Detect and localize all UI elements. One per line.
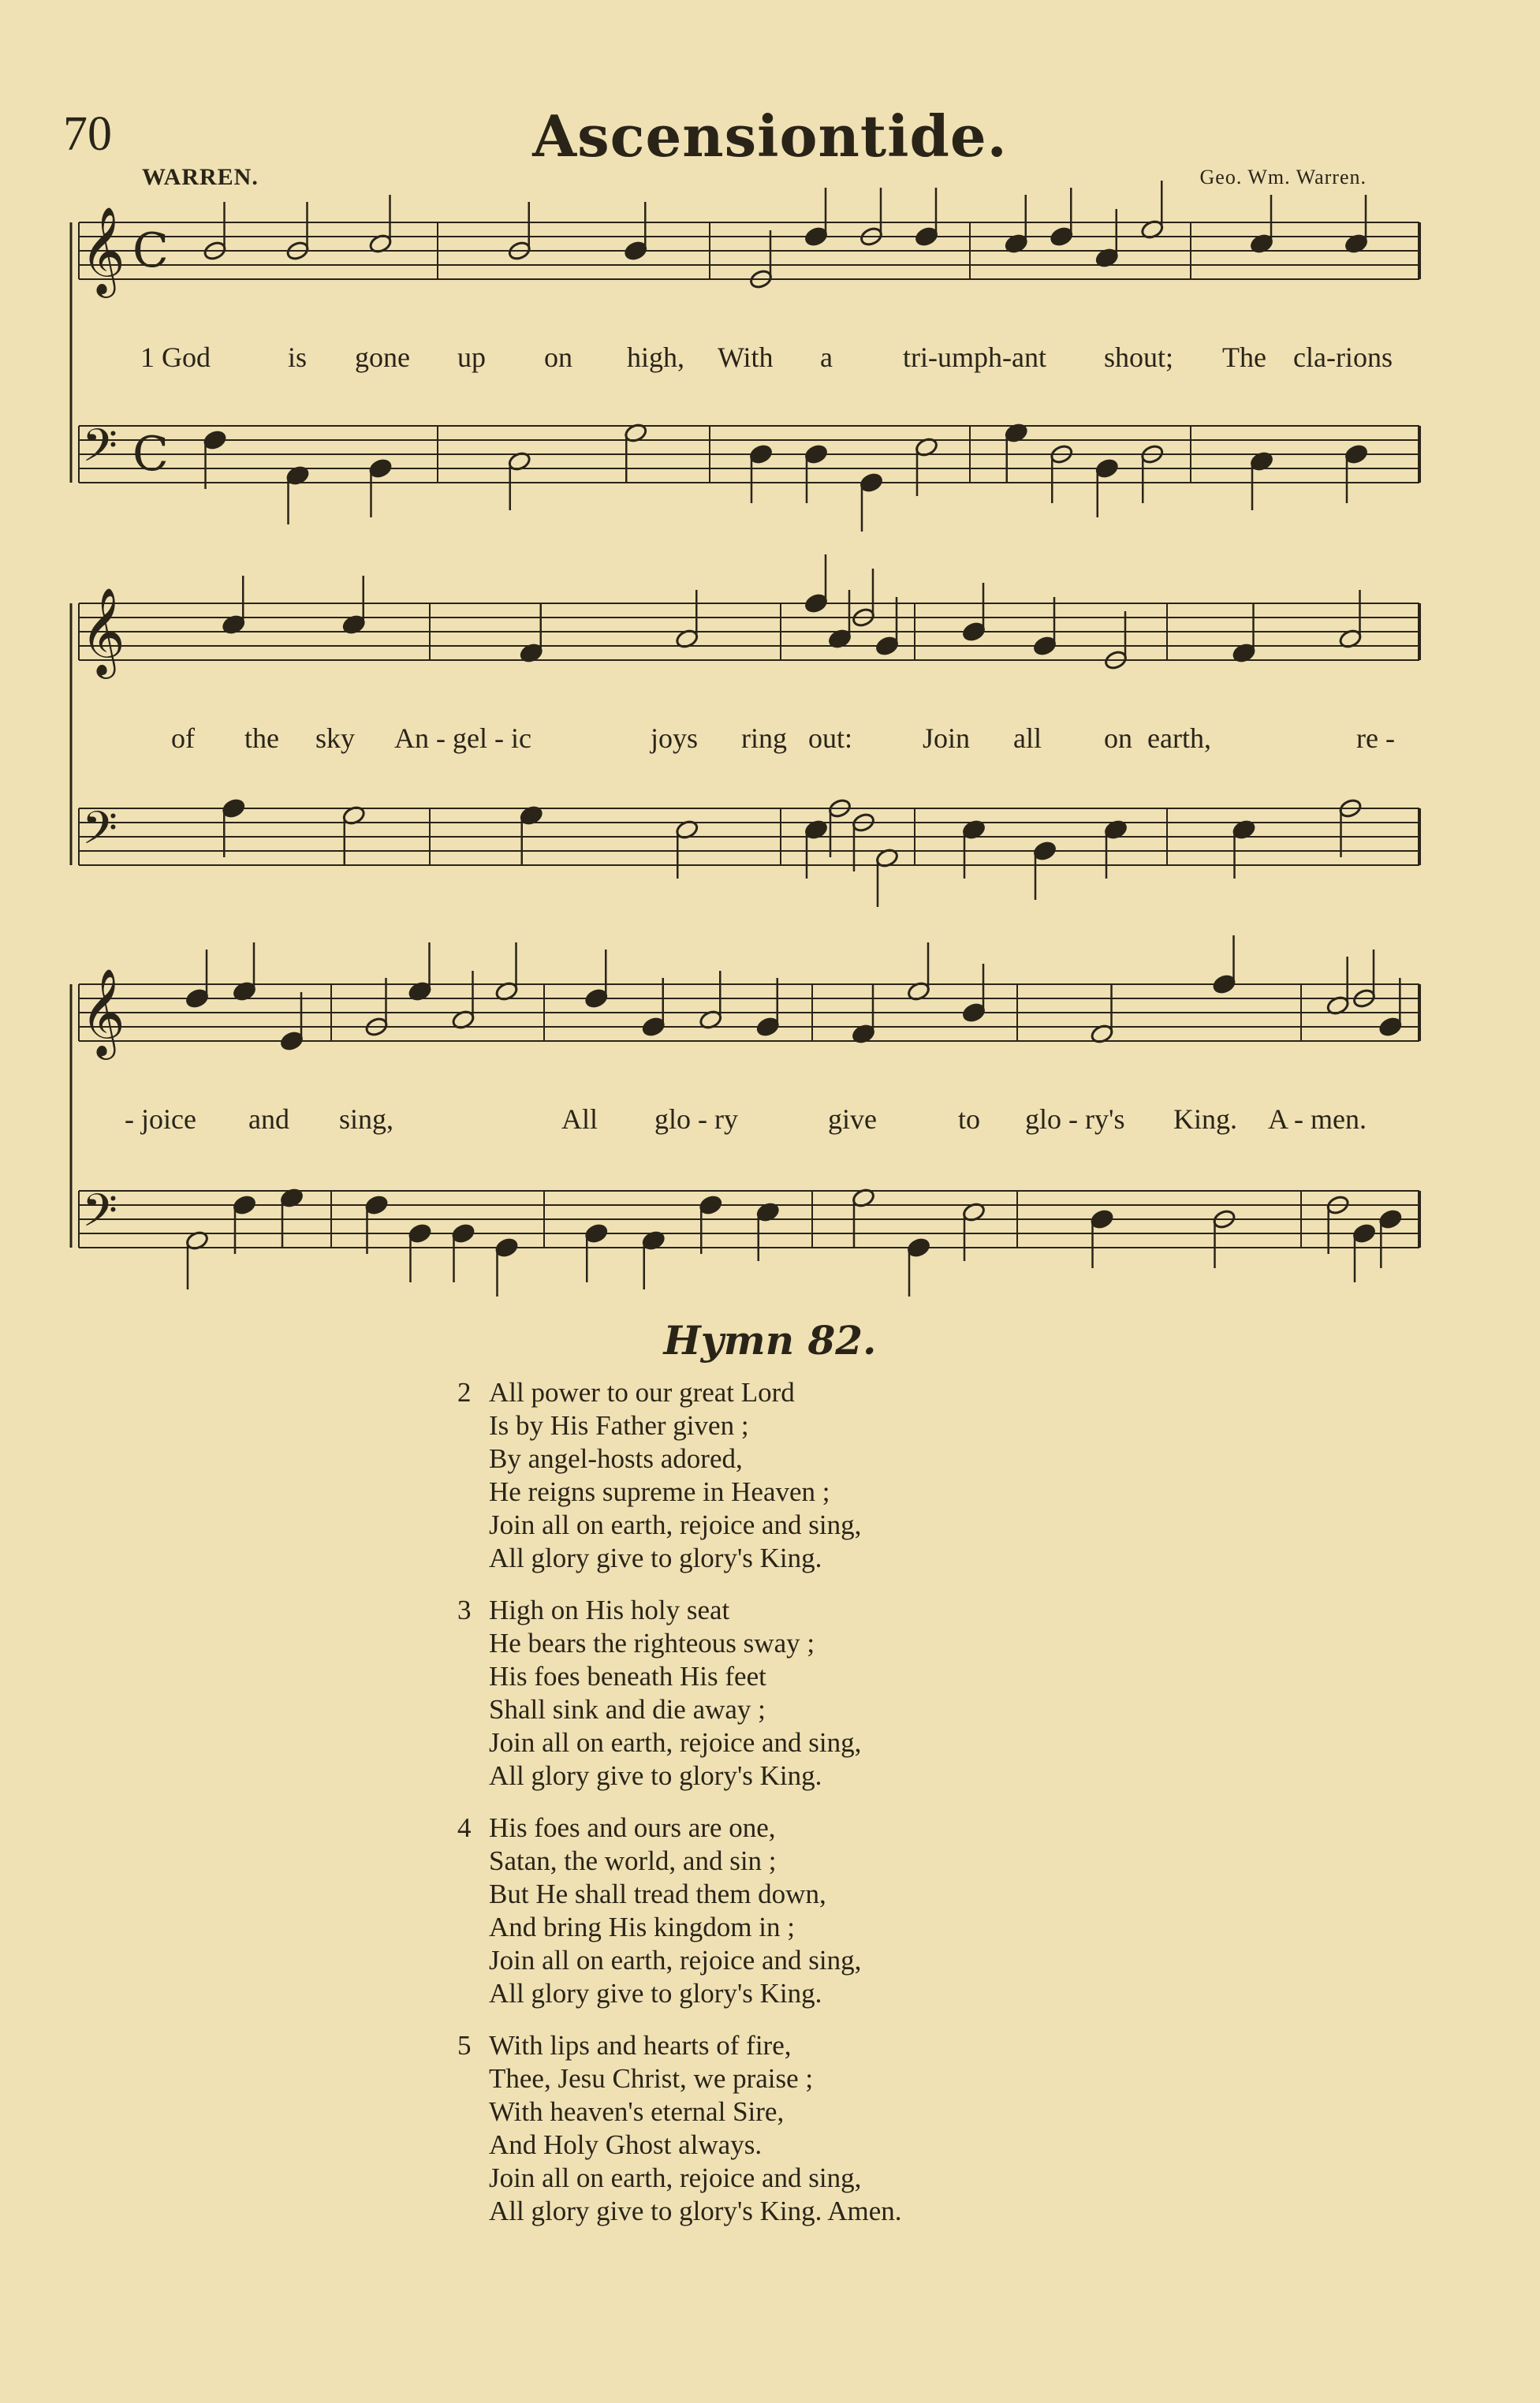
verse-text: All glory give to glory's King. [489,1978,822,2009]
verse-text: All glory give to glory's King. Amen. [489,2196,902,2226]
verse-line [457,1977,1404,2010]
verse-text: He bears the righteous sway ; [489,1628,815,1659]
verse-line [457,2129,1404,2162]
verse-line [457,1509,1404,1542]
verse-text: Shall sink and die away ; [489,1694,766,1725]
lyric-syllable: to [958,1103,981,1135]
bass-clef-icon: 𝄢 [82,419,118,483]
hymn-heading: Hymn 82. [663,1317,877,1364]
verse-text: Join all on earth, rejoice and sing, [489,2162,862,2193]
verse-5 [457,2029,1404,2228]
verse-2 [457,1376,1404,1575]
verse-line [457,2162,1404,2195]
composer-name: Geo. Wm. Warren. [1199,166,1367,188]
lyric-syllable: King. [1173,1103,1237,1135]
lyric-syllable: sing, [339,1103,394,1135]
verse-text: And Holy Ghost always. [489,2129,763,2160]
verse-line [457,1542,1404,1575]
verse-text: Join all on earth, rejoice and sing, [489,1509,862,1540]
common-time-icon: C [132,427,169,482]
verse-number: 5 [457,2030,472,2061]
verse-text: He reigns supreme in Heaven ; [489,1476,830,1507]
verse-line [457,1693,1404,1726]
lyric-syllable: gone [355,341,410,373]
verse-text: With lips and hearts of fire, [489,2030,792,2061]
lyric-syllable: 1 God [140,341,211,373]
verse-line [457,1476,1404,1509]
lyric-syllable: earth, [1147,722,1211,754]
verse-line [457,1911,1404,1944]
verse-number: 3 [457,1595,472,1625]
lyric-syllable: a [820,341,833,373]
lyric-syllable: glo - ry's [1025,1103,1125,1135]
hymn-verses [457,1376,1404,2247]
lyric-syllable: and [248,1103,289,1135]
verse-line [457,1726,1404,1759]
verse-text: By angel-hosts adored, [489,1443,743,1474]
verse-text: Join all on earth, rejoice and sing, [489,1727,862,1758]
verse-text: All glory give to glory's King. [489,1543,822,1573]
verse-line [457,1660,1404,1693]
lyric-syllable: is [288,341,308,373]
verse-number: 4 [457,1812,472,1843]
verse-text: Satan, the world, and sin ; [489,1845,777,1876]
lyric-syllable: out: [808,722,853,754]
lyric-syllable: up [457,341,486,373]
verse-line [457,1376,1404,1409]
verse-line [457,1944,1404,1977]
lyric-syllable: on [1104,722,1132,754]
lyric-syllable: sky [315,722,356,754]
treble-clef-icon: 𝄞 [80,968,125,1056]
verse-line [457,2195,1404,2228]
verse-text: And bring His kingdom in ; [489,1912,795,1942]
treble-clef-icon: 𝄞 [80,587,125,675]
lyric-syllable: A - men. [1268,1103,1367,1135]
verse-3 [457,1594,1404,1793]
lyric-syllable: joys [651,722,699,754]
lyric-syllable: give [828,1103,877,1135]
treble-clef-icon: 𝄞 [80,206,125,294]
lyric-syllable: tri-umph-ant [903,341,1046,373]
bass-clef-icon: 𝄢 [82,1184,118,1248]
verse-text: High on His holy seat [489,1595,730,1625]
lyric-syllable: cla-rions [1293,341,1393,373]
lyric-line-3 [79,1103,1498,1142]
verse-line [457,1442,1404,1476]
lyric-syllable: With [718,341,774,373]
verse-text: But He shall tread them down, [489,1879,826,1909]
verse-line [457,2029,1404,2062]
verse-text: With heaven's eternal Sire, [489,2096,785,2127]
lyric-syllable: All [561,1103,598,1135]
lyric-syllable: all [1013,722,1042,754]
common-time-icon: C [132,223,169,278]
verse-text: Is by His Father given ; [489,1410,749,1441]
lyric-line-1 [79,341,1498,380]
lyric-syllable: of [171,722,195,754]
lyric-syllable: - joice [125,1103,196,1135]
verse-line [457,2095,1404,2129]
verse-text: His foes beneath His feet [489,1661,766,1692]
verse-4 [457,1812,1404,2010]
page-title: Ascensiontide. [532,103,1008,170]
lyric-syllable: on [544,341,572,373]
bass-clef-icon: 𝄢 [82,801,118,866]
verse-text: All glory give to glory's King. [489,1760,822,1791]
lyric-syllable: shout; [1104,341,1174,373]
verse-line [457,1594,1404,1627]
lyric-syllable: high, [627,341,685,373]
lyric-syllable: the [244,722,279,754]
lyric-syllable: An - gel - ic [394,722,531,754]
verse-line [457,1759,1404,1793]
verse-number: 2 [457,1377,472,1408]
verse-text: Join all on earth, rejoice and sing, [489,1945,862,1976]
verse-line [457,2062,1404,2095]
lyric-syllable: Join [923,722,971,754]
verse-line [457,1845,1404,1878]
verse-line [457,1878,1404,1911]
verse-text: Thee, Jesu Christ, we praise ; [489,2063,814,2094]
verse-text: His foes and ours are one, [489,1812,776,1843]
lyric-line-2 [79,722,1498,761]
verse-text: All power to our great Lord [489,1377,795,1408]
lyric-syllable: glo - ry [654,1103,738,1135]
verse-line [457,1627,1404,1660]
lyric-syllable: re - [1356,722,1395,754]
lyric-syllable: The [1222,341,1266,373]
verse-line [457,1812,1404,1845]
lyric-syllable: ring [741,722,787,754]
verse-line [457,1409,1404,1442]
page-number: 70 [63,107,112,161]
tune-name: WARREN. [142,164,259,190]
